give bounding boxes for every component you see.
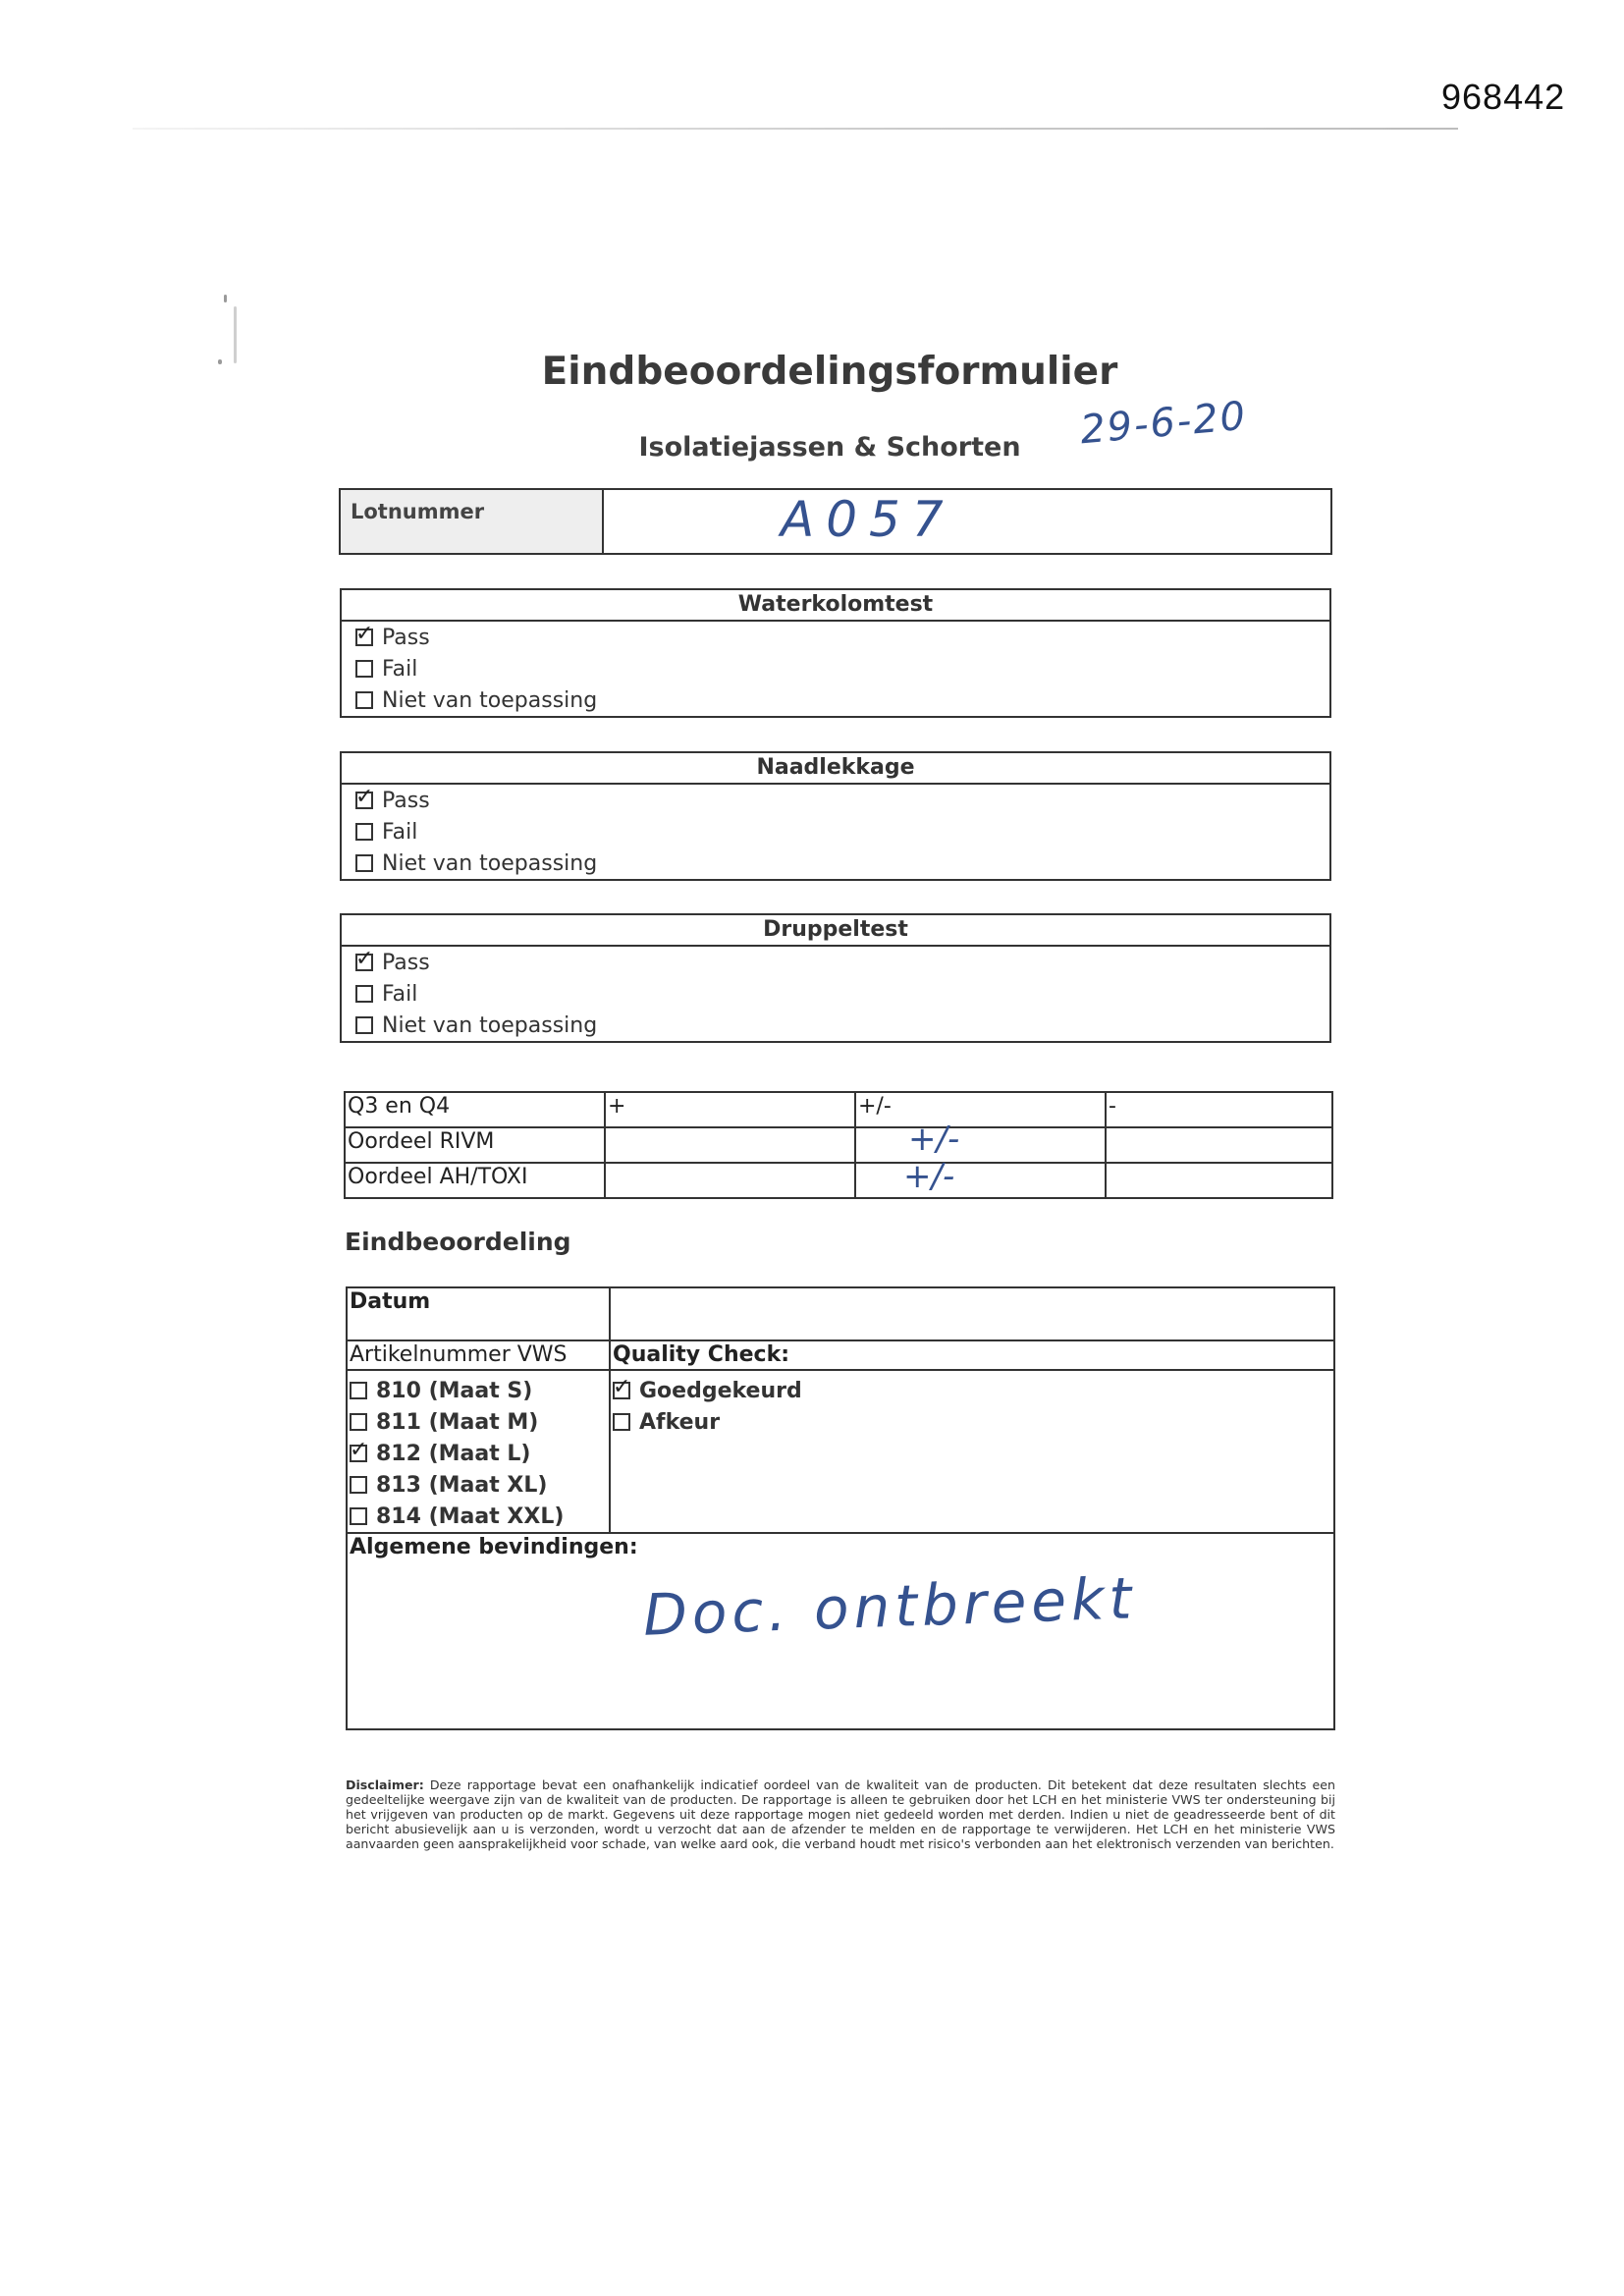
checkbox-checked[interactable]: [350, 1445, 367, 1462]
table-row: [345, 1127, 1332, 1163]
checkbox[interactable]: [355, 854, 373, 872]
disclaimer-text: Deze rapportage bevat een onafhankelijk indicatief oordeel van de kwaliteit van de producten. Dit betekent dat deze resultaten slechts een gedeeltelijke weergave zijn van de kwaliteit van de producten. De rapportage is alleen te gebruiken door het LCH en het ministerie VWS ter ondersteuning bij het vrijgeven van producten op de markt. Gegevens uit deze rapportage mogen niet gedeeld worden met derden. Indien u niet de geadresseerde bent of dit bericht abusievelijk aan u is verzonden, wordt u verzocht dat aan de afzender te melden en de rapportage te verwijderen. Het LCH en het ministerie VWS aanvaarden geen aansprakelijkheid voor schade, van welke aard ook, die verband houdt met risico's verbonden aan het elektronisch verzenden van berichten.: [346, 1777, 1335, 1851]
option-label: Pass: [382, 625, 430, 650]
page-title: Eindbeoordelingsformulier: [541, 350, 1118, 394]
artikel-list: [348, 1371, 609, 1532]
checkbox-checked[interactable]: [613, 1382, 630, 1399]
option-fail[interactable]: [342, 653, 1329, 684]
option-fail[interactable]: [342, 816, 1329, 847]
artikel-810[interactable]: [350, 1375, 609, 1406]
option-label: Pass: [382, 788, 430, 813]
option-label: Niet van toepassing: [382, 687, 598, 713]
checkbox[interactable]: [350, 1507, 367, 1525]
option-label: 812 (Maat L): [376, 1441, 531, 1466]
option-label: Fail: [382, 981, 418, 1007]
option-label: Niet van toepassing: [382, 850, 598, 876]
section-heading: Eindbeoordeling: [345, 1228, 571, 1256]
table-cell: [1106, 1163, 1332, 1198]
option-niet-van-toepassing[interactable]: [342, 1010, 1329, 1041]
lot-number-value: A057: [781, 491, 955, 548]
option-label: 814 (Maat XXL): [376, 1503, 565, 1529]
option-label: 811 (Maat M): [376, 1409, 539, 1435]
option-label: Afkeur: [639, 1409, 721, 1435]
quality-list: [611, 1371, 1333, 1438]
bevindingen-label[interactable]: Algemene bevindingen:: [347, 1533, 1334, 1729]
handwritten-mark-ahtoxi: +/-: [903, 1157, 955, 1196]
table-cell: [605, 1163, 855, 1198]
quality-cell: [610, 1340, 1334, 1533]
test-title: Waterkolomtest: [342, 590, 1329, 622]
option-niet-van-toepassing[interactable]: [342, 847, 1329, 879]
table-cell: +: [605, 1092, 855, 1127]
test-title: Druppeltest: [342, 915, 1329, 947]
datum-value[interactable]: [610, 1287, 1334, 1340]
table-row: [345, 1163, 1332, 1198]
checkbox[interactable]: [613, 1413, 630, 1431]
checkbox[interactable]: [355, 1016, 373, 1034]
table-cell: [855, 1127, 1106, 1163]
table-cell: [1106, 1127, 1332, 1163]
option-niet-van-toepassing[interactable]: [342, 684, 1329, 716]
table-row: [347, 1287, 1334, 1340]
artikel-812[interactable]: [350, 1438, 609, 1469]
test-waterkolomtest: [340, 588, 1331, 718]
option-label: Fail: [382, 656, 418, 682]
handwritten-date: 29-6-20: [1078, 393, 1249, 454]
quality-goedgekeurd[interactable]: [613, 1375, 1333, 1406]
checkbox[interactable]: [355, 985, 373, 1003]
table-cell: [605, 1127, 855, 1163]
option-pass[interactable]: [342, 622, 1329, 653]
checkbox[interactable]: [355, 823, 373, 841]
option-pass[interactable]: [342, 947, 1329, 978]
table-cell: Q3 en Q4: [345, 1092, 605, 1127]
checkbox-checked[interactable]: [355, 792, 373, 809]
scan-artifact: [224, 295, 227, 302]
page-subtitle: Isolatiejassen & Schorten: [638, 432, 1021, 463]
artikel-811[interactable]: [350, 1406, 609, 1438]
option-label: 813 (Maat XL): [376, 1472, 548, 1498]
table-cell: [855, 1163, 1106, 1198]
artikel-label: Artikelnummer VWS: [348, 1341, 609, 1371]
option-fail[interactable]: [342, 978, 1329, 1010]
eindbeoordeling-table: [346, 1286, 1335, 1730]
table-cell: Oordeel AH/TOXI: [345, 1163, 605, 1198]
datum-label: Datum: [347, 1287, 610, 1340]
option-pass[interactable]: [342, 785, 1329, 816]
handwritten-mark-rivm: +/-: [908, 1120, 960, 1159]
test-title: Naadlekkage: [342, 753, 1329, 785]
disclaimer-label: Disclaimer:: [346, 1777, 424, 1792]
artikel-cell: [347, 1340, 610, 1533]
table-row: [347, 1340, 1334, 1533]
handwritten-bevindingen: Doc. ontbreekt: [641, 1564, 1138, 1649]
checkbox[interactable]: [355, 660, 373, 678]
checkbox[interactable]: [350, 1413, 367, 1431]
option-label: Fail: [382, 819, 418, 845]
table-cell: -: [1106, 1092, 1332, 1127]
lot-number-label: Lotnummer: [341, 490, 604, 553]
checkbox[interactable]: [350, 1382, 367, 1399]
quality-label: Quality Check:: [611, 1341, 1333, 1371]
disclaimer: [346, 1777, 1335, 1851]
artikel-813[interactable]: [350, 1469, 609, 1501]
option-label: Niet van toepassing: [382, 1012, 598, 1038]
quality-afkeur[interactable]: [613, 1406, 1333, 1438]
table-cell: +/-: [855, 1092, 1106, 1127]
test-naadlekkage: [340, 751, 1331, 881]
quality-q3-q4-table: [344, 1091, 1333, 1199]
option-label: 810 (Maat S): [376, 1378, 533, 1403]
checkbox-checked[interactable]: [355, 629, 373, 646]
checkbox[interactable]: [350, 1476, 367, 1494]
checkbox-checked[interactable]: [355, 954, 373, 971]
option-label: Goedgekeurd: [639, 1378, 802, 1403]
test-druppeltest: [340, 913, 1331, 1043]
table-cell: Oordeel RIVM: [345, 1127, 605, 1163]
document-id: 968442: [1441, 77, 1566, 117]
top-divider: [133, 128, 1458, 130]
checkbox[interactable]: [355, 691, 373, 709]
table-row: [345, 1092, 1332, 1127]
option-label: Pass: [382, 950, 430, 975]
artikel-814[interactable]: [350, 1501, 609, 1532]
